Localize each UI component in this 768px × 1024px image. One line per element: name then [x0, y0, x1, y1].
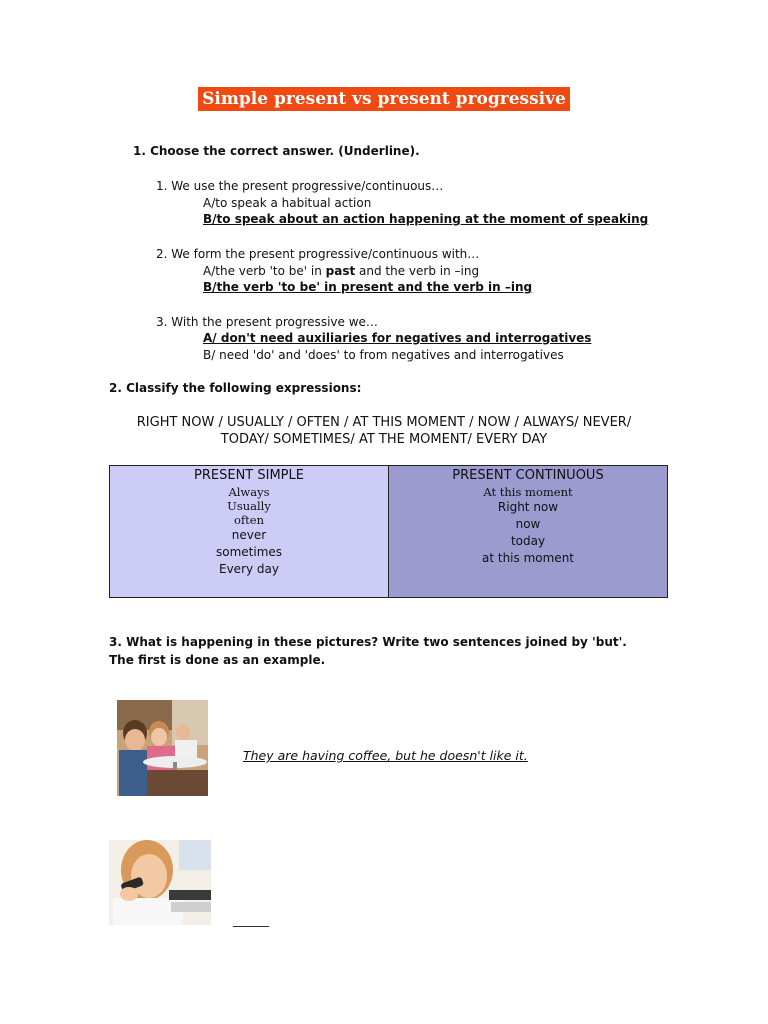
present-continuous-column	[389, 466, 667, 597]
q2-option-a-bold: past	[325, 264, 356, 278]
table-cell: now	[515, 517, 541, 531]
q1-text: 1. We use the present progressive/continuous…	[156, 179, 444, 193]
q2-option-b: B/the verb 'to be' in present and the verb in –ing	[203, 280, 533, 294]
title-wrapper	[0, 87, 768, 111]
q1-option-a: A/to speak a habitual action	[203, 196, 372, 210]
q2-text: 2. We form the present progressive/continuous with…	[156, 247, 480, 261]
q3-text: 3. With the present progressive we…	[156, 315, 378, 329]
table-cell: often	[233, 513, 264, 527]
table-cell: Every day	[219, 562, 279, 576]
expressions-list	[0, 414, 768, 448]
expressions-line-2: TODAY/ SOMETIMES/ AT THE MOMENT/ EVERY DAY	[220, 432, 548, 447]
phone-photo	[109, 840, 211, 925]
table-cell: Right now	[497, 500, 559, 514]
table-cell: Always	[228, 485, 270, 499]
answer-blank[interactable]: ______	[233, 913, 269, 927]
q1-option-b: B/to speak about an action happening at the moment of speaking	[203, 212, 649, 226]
section2-heading: 2. Classify the following expressions:	[109, 381, 362, 395]
example-sentence: They are having coffee, but he doesn't like it.	[243, 748, 528, 763]
phone-photo-image	[109, 840, 211, 925]
table-cell: sometimes	[215, 545, 283, 559]
table-cell: at this moment	[482, 551, 574, 565]
q3-option-a: A/ don't need auxiliaries for negatives and interrogatives	[203, 331, 592, 345]
present-continuous-header: PRESENT CONTINUOUS	[452, 468, 604, 483]
expressions-line-1: RIGHT NOW / USUALLY / OFTEN / AT THIS MOMENT / NOW / ALWAYS/ NEVER/	[136, 415, 632, 430]
page-title: Simple present vs present progressive	[198, 87, 570, 111]
present-simple-header: PRESENT SIMPLE	[194, 468, 304, 483]
cafe-photo	[117, 700, 208, 796]
q3-option-b: B/ need 'do' and 'does' to from negatives and interrogatives	[203, 348, 564, 362]
present-simple-column	[110, 466, 389, 597]
table-cell: At this moment	[483, 485, 573, 499]
section3-heading: 3. What is happening in these pictures? Write two sentences joined by 'but'. The first is done as an example.	[109, 635, 627, 667]
classify-table	[109, 465, 668, 598]
table-cell: today	[510, 534, 546, 548]
table-cell: Usually	[227, 499, 271, 513]
cafe-photo-image	[117, 700, 208, 796]
q2-option-a-pre: A/the verb 'to be' in	[203, 264, 326, 278]
section1-heading: 1. Choose the correct answer. (Underline).	[133, 144, 420, 158]
table-cell: never	[231, 528, 267, 542]
q2-option-a	[203, 263, 479, 280]
q2-option-a-post: and the verb in –ing	[355, 264, 480, 278]
